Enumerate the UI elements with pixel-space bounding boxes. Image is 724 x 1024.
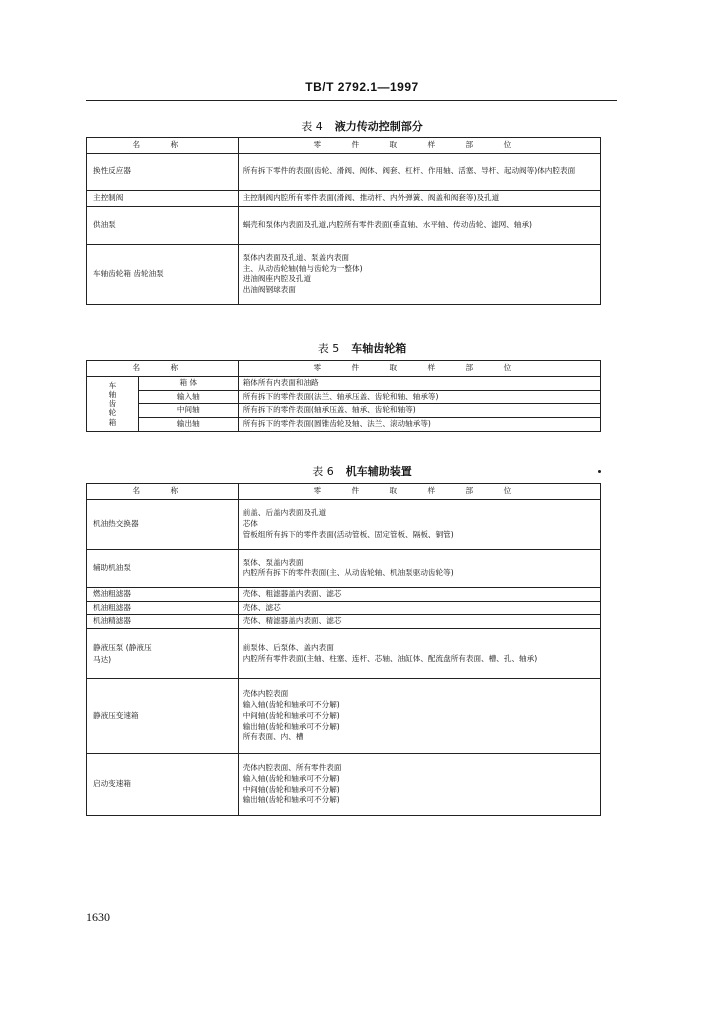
row-parts: [238, 629, 600, 679]
standard-code: TB/T 2792.1—1997: [305, 80, 419, 94]
table5-title: 车轴齿轮箱: [351, 342, 407, 355]
row-name: 供油泵: [87, 206, 239, 244]
table6-number: 表 6: [312, 465, 334, 478]
part-line: 进油阀座内腔及孔道: [242, 274, 312, 284]
row-parts: [238, 587, 600, 601]
row-parts: [238, 206, 600, 244]
table5: [86, 360, 601, 432]
table-row: [87, 549, 601, 587]
part-line: 所有表面、内、槽: [242, 732, 304, 742]
table-row: [87, 404, 601, 418]
table4-header-parts: 零 件 取 样 部 位: [238, 138, 600, 154]
table-row: [87, 629, 601, 679]
scan-speck: [598, 470, 601, 473]
table6-header-row: [87, 484, 601, 500]
table5-caption: [0, 340, 724, 356]
table-row: [87, 418, 601, 432]
part-line: 前盖、后盖内表面及孔道: [242, 508, 327, 518]
part-line: 输出轴(齿轮和轴承可不分解): [242, 721, 340, 731]
row-name: 车轴齿轮箱 齿轮油泵: [87, 244, 239, 304]
part-line: 主控制阀内腔所有零件表面(滑阀、推动杆、内外弹簧、阀盖和阀套等)及孔道: [242, 192, 500, 202]
row-name: 机油热交换器: [87, 499, 239, 549]
table5-header-row: [87, 361, 601, 377]
row-name: 机油精滤器: [87, 615, 239, 629]
table4-header-row: [87, 138, 601, 154]
row-name: 箱 体: [138, 376, 238, 390]
row-name: 换性反应器: [87, 153, 239, 190]
part-line: 芯体: [242, 518, 258, 528]
row-name: 启动变速箱: [87, 754, 239, 816]
row-parts: 所有拆下的零件表面(轴承压盖、轴承、齿轮和轴等): [238, 404, 600, 418]
part-line: 泵体内表面及孔道、泵盖内表面: [242, 252, 350, 262]
row-parts: [238, 549, 600, 587]
part-line: 蜗壳和泵体内表面及孔道,内腔所有零件表面(垂直轴、水平轴、传动齿轮、滤网、轴承): [242, 219, 533, 229]
part-line: 内腔所有拆下的零件表面(主、从动齿轮轴、机油泵驱动齿轮等): [242, 568, 454, 578]
row-parts: 所有拆下的零件表面(圆锥齿轮及轴、法兰、滚动轴承等): [238, 418, 600, 432]
table-row: [87, 190, 601, 206]
part-line: 中间轴(齿轮和轴承可不分解): [242, 710, 340, 720]
part-line: 内腔所有零件表面(主轴、柱塞、连杆、芯轴、油缸体、配流盘所有表面、槽、孔、轴承): [242, 653, 538, 663]
row-parts: [238, 679, 600, 754]
table4-number: 表 4: [301, 120, 323, 133]
part-line: 壳体、粗滤器盖内表面、滤芯: [242, 588, 342, 598]
group-char: 箱: [108, 417, 117, 427]
group-char: 车: [108, 381, 117, 391]
table6-header-parts: 零 件 取 样 部 位: [238, 484, 600, 500]
table-row: [87, 499, 601, 549]
table4-header-name: 名 称: [87, 138, 239, 154]
row-parts: [238, 244, 600, 304]
group-char: 齿: [108, 399, 117, 409]
table-row: [87, 754, 601, 816]
row-parts: [238, 754, 600, 816]
row-name: [87, 629, 239, 679]
row-name: 中间轴: [138, 404, 238, 418]
row-parts: [238, 190, 600, 206]
row-name-line: 静液压泵 (静液压马达): [93, 643, 152, 664]
part-line: 泵体、泵盖内表面: [242, 557, 304, 567]
table4-title: 液力传动控制部分: [334, 120, 423, 133]
table5-header-parts: 零 件 取 样 部 位: [238, 361, 600, 377]
row-parts: [238, 615, 600, 629]
table6-header-name: 名 称: [87, 484, 239, 500]
row-parts: [238, 499, 600, 549]
row-name: 主控制阀: [87, 190, 239, 206]
row-name: 静液压变速箱: [87, 679, 239, 754]
row-parts: 箱体所有内表面和油路: [238, 376, 600, 390]
part-line: 输入轴(齿轮和轴承可不分解): [242, 773, 340, 783]
table6-caption: [0, 463, 724, 479]
table-row: [87, 679, 601, 754]
page-number: 1630: [86, 910, 110, 924]
row-parts: [238, 601, 600, 615]
row-parts: [238, 153, 600, 190]
part-line: 前泵体、后泵体、盖内表面: [242, 642, 334, 652]
group-char: 轴: [108, 390, 117, 400]
part-line: 壳体内腔表面: [242, 689, 289, 699]
part-line: 管板组所有拆下的零件表面(活动管板、固定管板、隔板、铜管): [242, 529, 454, 539]
part-line: 输出轴(齿轮和轴承可不分解): [242, 795, 340, 805]
table5-group-label: [87, 376, 139, 431]
table4-caption: [0, 118, 724, 134]
table6: [86, 483, 601, 816]
group-char: 轮: [108, 408, 117, 418]
part-line: 壳体、精滤器盖内表面、滤芯: [242, 616, 342, 626]
part-line: 所有拆下零件的表面(齿轮、滑阀、阀体、阀套、杠杆、作用轴、活塞、导杆、起动阀等)体内腔表面: [242, 166, 576, 176]
row-name: 燃油粗滤器: [87, 587, 239, 601]
table4: [86, 137, 601, 305]
row-name: 输入轴: [138, 390, 238, 404]
table-row: [87, 601, 601, 615]
part-line: 主、从动齿轮轴(轴与齿轮为一整体): [242, 263, 363, 273]
table-row: [87, 206, 601, 244]
table-row: [87, 587, 601, 601]
table5-header-name: 名 称: [87, 361, 239, 377]
table5-number: 表 5: [317, 342, 340, 355]
part-line: 输入轴(齿轮和轴承可不分解): [242, 699, 340, 709]
part-line: 壳体、滤芯: [242, 602, 281, 612]
part-line: 壳体内腔表面、所有零件表面: [242, 763, 342, 773]
table-row: [87, 615, 601, 629]
part-line: 出油阀钢球表面: [242, 285, 296, 295]
row-name: 辅助机油泵: [87, 549, 239, 587]
table-row: [87, 390, 601, 404]
row-name: 机油粗滤器: [87, 601, 239, 615]
table6-title: 机车辅助装置: [345, 465, 412, 478]
table-row: [87, 376, 601, 390]
table-row: [87, 244, 601, 304]
header-rule: [86, 100, 617, 101]
row-name: 输出轴: [138, 418, 238, 432]
table-row: [87, 153, 601, 190]
part-line: 中间轴(齿轮和轴承可不分解): [242, 784, 340, 794]
row-parts: 所有拆下的零件表面(法兰、轴承压盖、齿轮和轴、轴承等): [238, 390, 600, 404]
